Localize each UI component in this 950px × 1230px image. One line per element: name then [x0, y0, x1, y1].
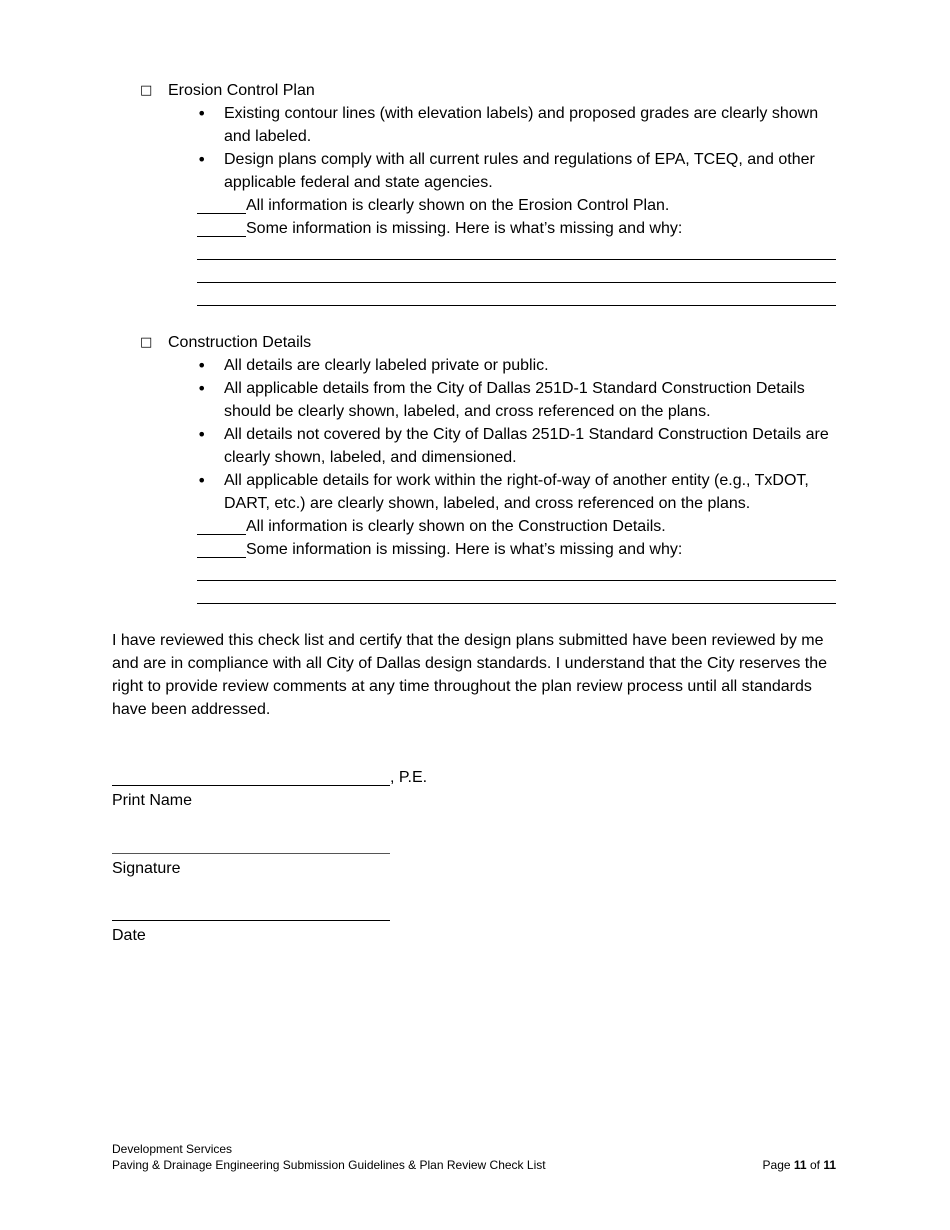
- bullet-icon: •: [197, 425, 207, 444]
- list-item: • All applicable details for work within the right-of-way of another entity (e.g., TxDOT, DART, etc.) are clearly shown, labeled, and cross referenced on the plans.: [197, 471, 809, 512]
- list-item: • Existing contour lines (with elevation labels) and proposed grades are clearly shown and labeled.: [197, 104, 819, 145]
- erosion-checkbox[interactable]: □: [140, 83, 153, 98]
- list-item: • All applicable details from the City of Dallas 251D-1 Standard Construction Details should be clearly shown, labeled, and cross referenced on the plans.: [197, 379, 805, 420]
- print-name-block: [112, 766, 428, 812]
- signature-label: Signature: [112, 860, 181, 877]
- signature-block: [112, 834, 181, 880]
- check-blank-field[interactable]: [197, 534, 246, 535]
- erosion-notes-line-1[interactable]: [197, 259, 836, 260]
- construction-notes-line-1[interactable]: [197, 580, 836, 581]
- check-blank-field[interactable]: [197, 213, 246, 214]
- signature-field[interactable]: [112, 853, 390, 854]
- bullet-icon: •: [197, 379, 207, 398]
- pe-suffix: , P.E.: [390, 769, 428, 786]
- print-name-field[interactable]: [112, 785, 390, 786]
- check-blank-field[interactable]: [197, 236, 246, 237]
- bullet-icon: •: [197, 104, 207, 123]
- construction-notes-line-2[interactable]: [197, 603, 836, 604]
- footer-department: Development Services: [112, 1142, 233, 1156]
- list-item: • All details not covered by the City of Dallas 251D-1 Standard Construction Details are clearly shown, labeled, and dimensioned.: [197, 425, 829, 466]
- bullet-icon: •: [197, 471, 207, 490]
- list-item: • All details are clearly labeled private or public.: [197, 356, 549, 375]
- date-field[interactable]: [112, 920, 390, 921]
- date-label: Date: [112, 927, 146, 944]
- page-number: Page 11 of 11: [762, 1158, 836, 1172]
- page-footer: [112, 1141, 836, 1173]
- erosion-notes-line-2[interactable]: [197, 282, 836, 283]
- erosion-check-missing: Some information is missing. Here is what’s missing and why:: [140, 217, 840, 240]
- bullet-icon: •: [197, 150, 207, 169]
- footer-document-title: Paving & Drainage Engineering Submission Guidelines & Plan Review Check List: [112, 1158, 546, 1172]
- print-name-label: Print Name: [112, 792, 193, 809]
- erosion-title: Erosion Control Plan: [168, 82, 315, 99]
- list-item: • Design plans comply with all current rules and regulations of EPA, TCEQ, and other applicable federal and state agencies.: [197, 150, 815, 191]
- construction-title: Construction Details: [168, 334, 312, 351]
- construction-check-missing: Some information is missing. Here is what’s missing and why:: [140, 538, 840, 561]
- construction-checkbox[interactable]: □: [140, 335, 153, 350]
- erosion-bullet-list: [140, 102, 840, 194]
- construction-details-section: [140, 331, 840, 561]
- erosion-notes-line-3[interactable]: [197, 305, 836, 306]
- date-block: [112, 901, 146, 947]
- construction-check-all: All information is clearly shown on the Construction Details.: [140, 515, 840, 538]
- certification-statement: I have reviewed this check list and certify that the design plans submitted have been reviewed by me and are in compliance with all City of Dallas design standards. I understand that the City reserves the right to provide review comments at any time throughout the plan review process until all standards have been addressed.: [112, 632, 828, 718]
- construction-bullet-list: [140, 354, 840, 515]
- check-blank-field[interactable]: [197, 557, 246, 558]
- bullet-icon: •: [197, 356, 207, 375]
- erosion-check-all: All information is clearly shown on the Erosion Control Plan.: [140, 194, 840, 217]
- erosion-control-section: [140, 79, 840, 240]
